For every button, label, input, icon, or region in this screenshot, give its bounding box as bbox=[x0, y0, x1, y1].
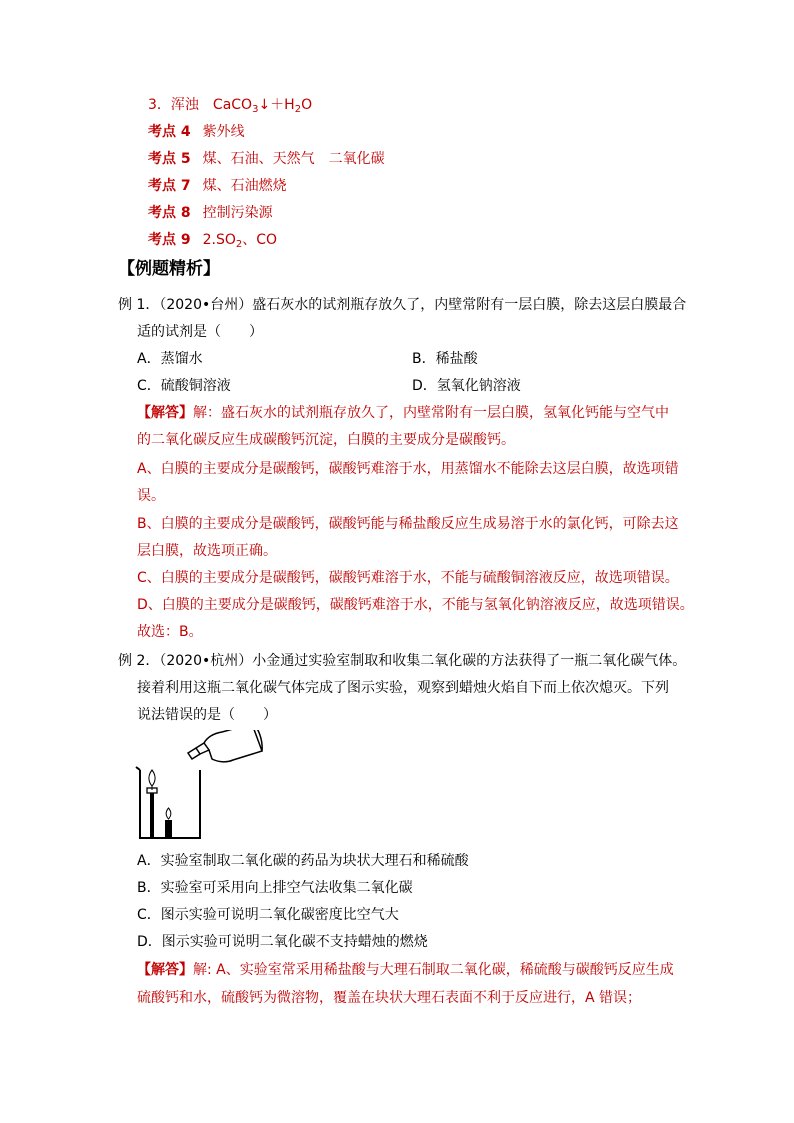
co2-candle-experiment-figure bbox=[130, 730, 265, 845]
example1-analysis-a1: A、白膜的主要成分是碳酸钙，碳酸钙难溶于水，用蒸馏水不能除去这层白膜，故选项错 bbox=[137, 461, 679, 477]
example1-solution-line2: 的二氧化碳反应生成碳酸钙沉淀，白膜的主要成分是碳酸钙。 bbox=[137, 432, 515, 448]
answer-kaodian-7: 考点 7 煤、石油燃烧 bbox=[148, 178, 287, 194]
example2-question-line2: 接着利用这瓶二氧化碳气体完成了图示实验，观察到蜡烛火焰自下而上依次熄灭。下列 bbox=[137, 680, 669, 696]
example2-option-b: B．实验室可采用向上排空气法收集二氧化碳 bbox=[137, 880, 413, 896]
example1-question-line2: 适的试剂是（ ） bbox=[137, 324, 263, 340]
example1-option-c: C．硫酸铜溶液 bbox=[137, 378, 231, 394]
section-title: 【例题精析】 bbox=[118, 259, 220, 279]
example1-option-b: B．稀盐酸 bbox=[412, 351, 478, 367]
example1-analysis-c: C、白膜的主要成分是碳酸钙，碳酸钙难溶于水，不能与硫酸铜溶液反应，故选项错误。 bbox=[137, 570, 679, 586]
example1-analysis-a2: 误。 bbox=[137, 488, 165, 504]
answer-kaodian-4: 考点 4 紫外线 bbox=[148, 124, 245, 140]
example1-option-d: D．氢氧化钠溶液 bbox=[412, 378, 521, 394]
example2-solution-line2: 硫酸钙和水，硫酸钙为微溶物，覆盖在块状大理石表面不利于反应进行，A 错误； bbox=[137, 990, 642, 1006]
example2-option-c: C．图示实验可说明二氧化碳密度比空气大 bbox=[137, 907, 399, 923]
example1-solution-line1: 【解答】解：盛石灰水的试剂瓶存放久了，内壁常附有一层白膜，氢氧化钙能与空气中 bbox=[137, 405, 669, 421]
example1-option-a: A．蒸馏水 bbox=[137, 351, 203, 367]
example2-question-line1: 例 2．（2020•杭州）小金通过实验室制取和收集二氧化碳的方法获得了一瓶二氧化碳气体。 bbox=[118, 653, 687, 669]
example2-option-d: D．图示实验可说明二氧化碳不支持蜡烛的燃烧 bbox=[137, 934, 428, 950]
short-candle-icon bbox=[165, 808, 172, 838]
example2-question-line3: 说法错误的是（ ） bbox=[137, 707, 277, 723]
example1-analysis-b1: B、白膜的主要成分是碳酸钙，碳酸钙能与稀盐酸反应生成易溶于水的氯化钙，可除去这 bbox=[137, 516, 679, 532]
gas-bottle-icon bbox=[188, 730, 262, 762]
answer-kaodian-8: 考点 8 控制污染源 bbox=[148, 205, 273, 221]
example1-question-line1: 例 1．（2020•台州）盛石灰水的试剂瓶存放久了，内壁常附有一层白膜，除去这层白膜最合 bbox=[118, 297, 687, 313]
answer-line-3: 3．浑浊 $CaCO_3↓+H_2O$ bbox=[148, 97, 313, 115]
answer-kaodian-9: 考点 9 $2.SO_2$、CO bbox=[148, 232, 278, 250]
example1-analysis-b2: 层白膜，故选项正确。 bbox=[137, 543, 277, 559]
example1-final-answer: 故选：B。 bbox=[137, 624, 203, 640]
example1-analysis-d: D、白膜的主要成分是碳酸钙，碳酸钙难溶于水，不能与氢氧化钠溶液反应，故选项错误。 bbox=[137, 597, 694, 613]
example2-solution-line1: 【解答】解: A、实验室常采用稀盐酸与大理石制取二氧化碳，稀硫酸与碳酸钙反应生成 bbox=[137, 962, 674, 978]
tall-candle-icon bbox=[147, 770, 157, 838]
answer-kaodian-5: 考点 5 煤、石油、天然气 二氧化碳 bbox=[148, 151, 385, 167]
example2-option-a: A．实验室制取二氧化碳的药品为块状大理石和稀硫酸 bbox=[137, 853, 469, 869]
